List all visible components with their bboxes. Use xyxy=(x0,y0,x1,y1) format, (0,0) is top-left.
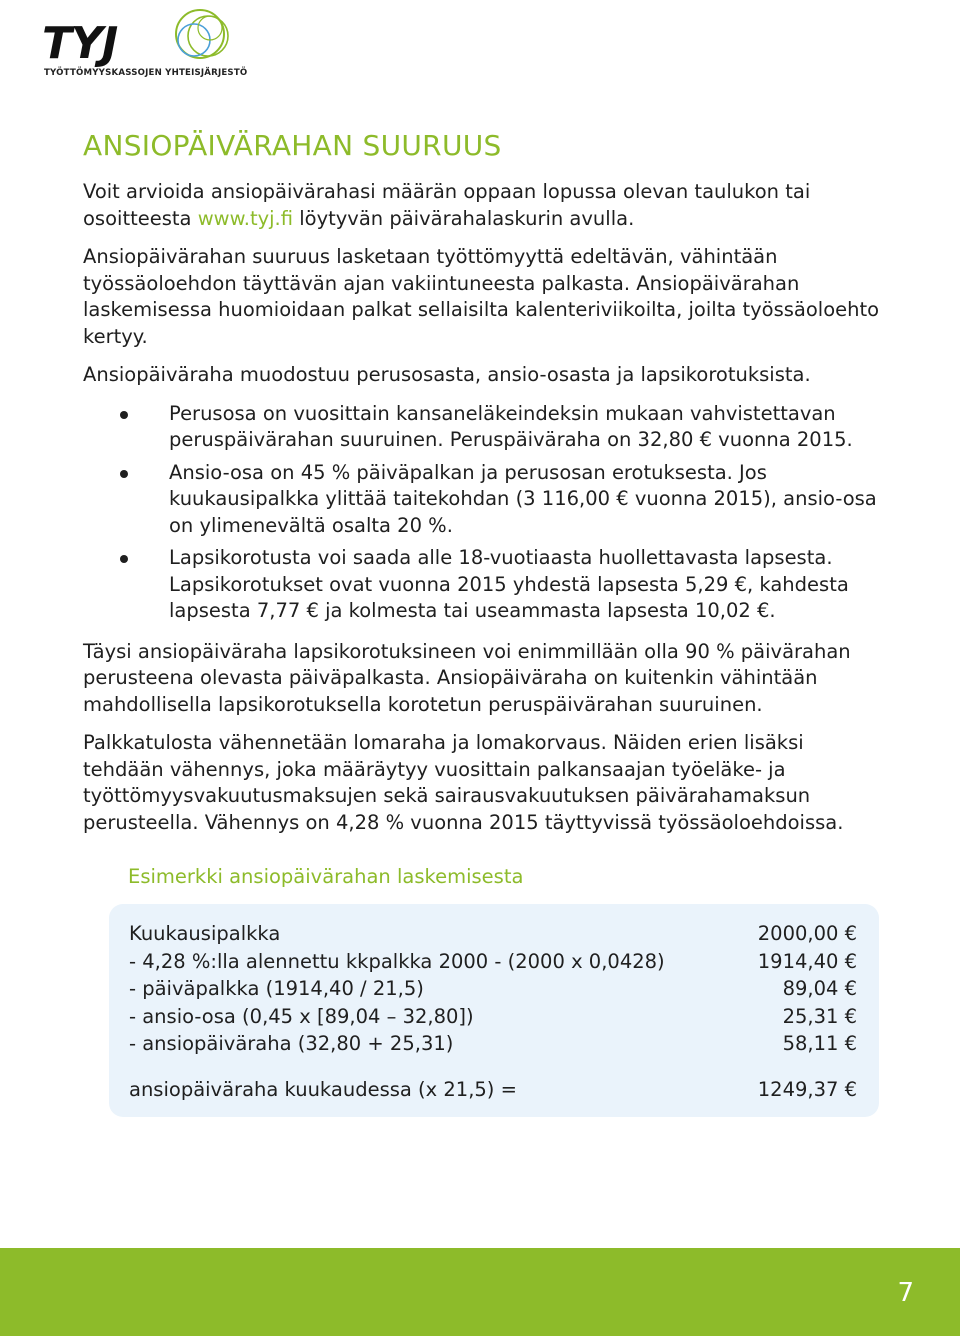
intro-text-after: löytyvän päivärahalaskurin avulla. xyxy=(293,206,635,230)
table-row xyxy=(129,975,857,1003)
bullet-icon xyxy=(120,470,128,478)
paragraph-deductions: Palkkatulosta vähennetään lomaraha ja lomakorvaus. Näiden erien lisäksi tehdään vähennys, joka määräytyy vuosittain palkansaajan työeläke- ja työttömyysvakuutusmaksujen sekä sairausvakuutuksen päivärahamaksun perusteella. Vähennys on 4,28 % vuonna 2015 täyttyvissä työssäoloehdoissa. xyxy=(83,731,844,834)
row-label: Kuukausipalkka xyxy=(129,922,281,945)
total-label: ansiopäiväraha kuukaudessa (x 21,5) = xyxy=(129,1077,517,1101)
row-amount: 25,31 € xyxy=(782,1004,857,1028)
row-label: - ansiopäiväraha (32,80 + 25,31) xyxy=(129,1032,454,1055)
table-row xyxy=(129,920,857,948)
table-row xyxy=(129,1003,857,1031)
logo-circles-icon xyxy=(162,6,252,68)
row-label: - 4,28 %:lla alennettu kkpalkka 2000 - (2000 x 0,0428) xyxy=(129,949,665,973)
bullet-icon xyxy=(120,411,128,419)
total-amount: 1249,37 € xyxy=(757,1077,857,1101)
intro-paragraph xyxy=(83,179,883,232)
list-item-text: Ansio-osa on 45 % päiväpalkan ja perusosan erotuksesta. Jos kuukausipalkka ylittää taitekohdan (3 116,00 € vuonna 2015), ansio-osa on ylimenevältä osalta 20 %. xyxy=(169,460,877,537)
page-number: 7 xyxy=(897,1278,914,1308)
list-item xyxy=(83,545,883,625)
intro-text-before: Voit arvioida ansiopäivärahasi määrän oppaan lopussa olevan taulukon tai osoitteesta xyxy=(83,180,811,230)
row-label: - ansio-osa (0,45 x [89,04 – 32,80]) xyxy=(129,1004,474,1028)
row-amount: 2000,00 € xyxy=(757,922,857,945)
row-amount: 1914,40 € xyxy=(757,949,857,973)
logo-tagline: TYÖTTÖMYYSKASSOJEN YHTEISJÄRJESTÖ xyxy=(44,68,248,78)
row-amount: 58,11 € xyxy=(782,1032,857,1055)
list-item xyxy=(83,460,883,540)
table-row xyxy=(129,948,857,976)
row-amount: 89,04 € xyxy=(782,977,857,1000)
example-calculation-box xyxy=(109,904,879,1117)
page-heading: ANSIOPÄIVÄRAHAN SUURUUS xyxy=(83,129,502,162)
example-title: Esimerkki ansiopäivärahan laskemisesta xyxy=(128,865,524,888)
main-content xyxy=(83,128,883,1117)
bullet-icon xyxy=(120,555,128,563)
paragraph-composition: Ansiopäiväraha muodostuu perusosasta, ansio-osasta ja lapsikorotuksista. xyxy=(83,363,811,386)
table-row xyxy=(129,1030,857,1058)
list-item xyxy=(83,401,883,454)
tyj-logo xyxy=(42,4,248,84)
row-label: - päiväpalkka (1914,40 / 21,5) xyxy=(129,977,424,1000)
paragraph-maximum: Täysi ansiopäiväraha lapsikorotuksineen voi enimmillään olla 90 % päivärahan perusteena olevasta päiväpalkasta. Ansiopäiväraha on kuitenkin vähintään mahdollisella lapsikorotuksella korotetun peruspäivärahan suuruinen. xyxy=(83,639,851,716)
total-row xyxy=(129,1076,857,1104)
components-list xyxy=(83,401,883,625)
tyj-website-link[interactable]: www.tyj.fi xyxy=(197,206,294,230)
list-item-text: Perusosa on vuosittain kansaneläkeindeksin mukaan vahvistettavan peruspäivärahan suuruinen. Peruspäiväraha on 32,80 € vuonna 2015. xyxy=(169,401,853,451)
logo-mark: TYJ xyxy=(42,18,118,69)
paragraph-calculation-basis: Ansiopäivärahan suuruus lasketaan työttömyyttä edeltävän, vähintään työssäoloehdon täyttävän ajan vakiintuneesta palkasta. Ansiopäivärahan laskemisessa huomioidaan palkat sellaisilta kalenteriviikoilta, joilta työssäoloehto kertyy. xyxy=(83,245,880,348)
list-item-text: Lapsikorotusta voi saada alle 18-vuotiaasta huollettavasta lapsesta. Lapsikorotukset ovat vuonna 2015 yhdestä lapsesta 5,29 €, kahdesta lapsesta 7,77 € ja kolmesta tai useammasta lapsesta 10,02 €. xyxy=(169,546,849,622)
footer-bar xyxy=(0,1248,960,1336)
